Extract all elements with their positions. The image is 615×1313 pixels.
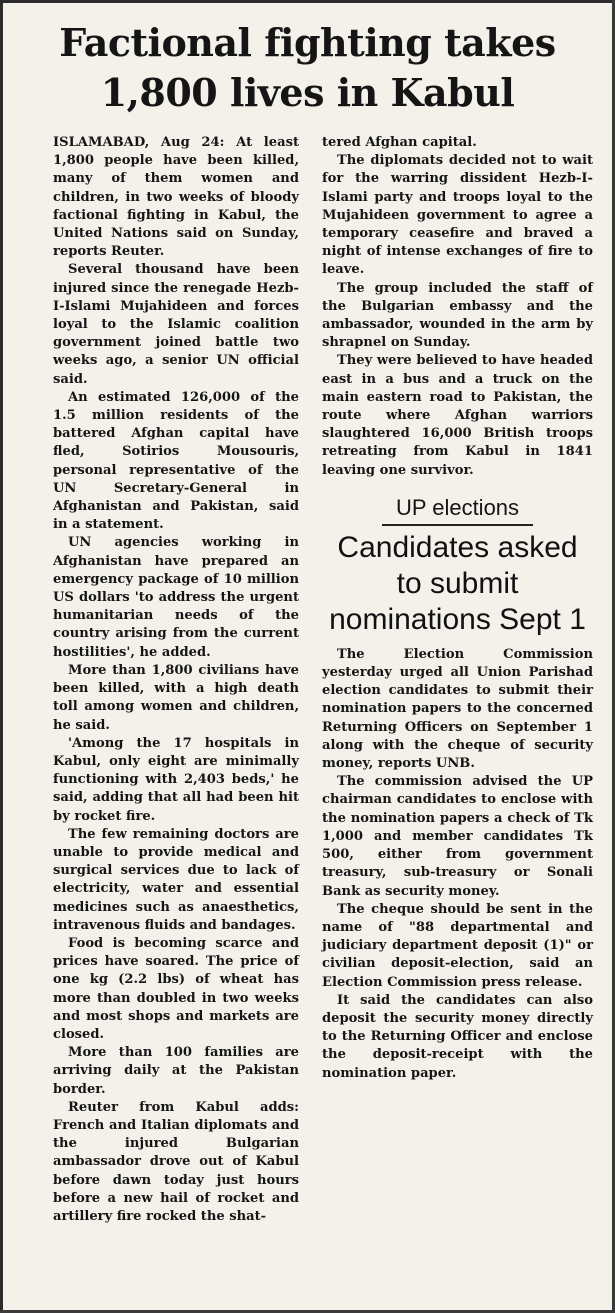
paragraph: ISLAMABAD, Aug 24: At least 1,800 people have been killed, many of them women and children, in two weeks of bloody factional fighting in Kabul, the United Nations said on Sunday, reports Reuter. [53,135,300,260]
article-column-left [53,134,299,1226]
section-kicker: UP elections [395,494,520,520]
paragraph: The commission advised the UP chairman candidates to enclose with the nomination papers a check of Tk 1,000 and member candidates Tk 500, either from government treasury, sub-treasury or Sonali Bank as security money. [322,774,593,899]
paragraph: Several thousand have been injured since the renegade Hezb-I-Islami Mujahideen and forces loyal to the Islamic coalition government joined battle two weeks ago, a senior UN official said. [53,262,299,387]
secondary-headline: Candidates asked to submit nominations Sept 1 [329,530,586,636]
kicker-underline [382,524,533,526]
paragraph: Food is becoming scarce and prices have soared. The price of one kg (2.2 lbs) of wheat has more than doubled in two weeks and most shops and markets are closed. [53,935,299,1042]
paragraph: 'Among the 17 hospitals in Kabul, only eight are minimally functioning with 2,403 beds,' he said, adding that all had been hit by rocket fire. [53,735,299,824]
paragraph: The Election Commission yesterday urged all Union Parishad election candidates to submit their nomination papers to the concerned Returning Officers on September 1 along with the cheque of security money, reports UNB. [322,646,593,772]
article-column-right [322,134,593,1083]
frame-left-border [0,0,3,1313]
paragraph: The cheque should be sent in the name of "88 departmental and judiciary department deposit (1)" or civilian deposit-election, said an Election Commission press release. [322,901,593,990]
paragraph: More than 100 families are arriving daily at the Pakistan border. [53,1045,299,1097]
paragraph: They were believed to have headed east in a bus and a truck on the main eastern road to Pakistan, the route where Afghan warriors slaughtered 16,000 British troops retreating from Kabul in 1841 leaving one survivor. [322,353,593,478]
paragraph: The group included the staff of the Bulgarian embassy and the ambassador, wounded in the arm by shrapnel on Sunday. [322,280,593,351]
paragraph: tered Afghan capital. [322,135,477,150]
paragraph: More than 1,800 civilians have been killed, with a high death toll among women and children, he said. [53,662,299,733]
paragraph: UN agencies working in Afghanistan have prepared an emergency package of 10 million US dollars 'to address the urgent humanitarian needs of the country arising from the current hostilities', he added. [53,535,299,660]
dateline: ISLAMABAD, Aug 24: [53,135,225,150]
paragraph: It said the candidates can also deposit the security money directly to the Returning Officer and enclose the deposit-receipt with the nomination paper. [322,992,593,1081]
frame-top-border [0,0,615,3]
paragraph: The few remaining doctors are unable to provide medical and surgical services due to lack of electricity, water and essential medicines such as anaesthetics, intravenous fluids and bandages. [53,826,299,933]
paragraph: An estimated 126,000 of the 1.5 million residents of the battered Afghan capital have fled, Sotirios Mousouris, personal representative of the UN Secretary-General in Afghanistan and Pakistan, said in a statement. [53,389,299,533]
paragraph: The diplomats decided not to wait for the warring dissident Hezb-I-Islami party and troops loyal to the Mujahideen government to agree a temporary ceasefire and braved a night of intense exchanges of fire to leave. [322,153,593,278]
article-headline: Factional fighting takes 1,800 lives in Kabul [59,20,556,115]
paragraph: Reuter from Kabul adds: French and Italian diplomats and the injured Bulgarian ambassador drove out of Kabul before dawn today just hours before a new hail of rocket and artillery fire rocked the shat- [53,1099,299,1224]
